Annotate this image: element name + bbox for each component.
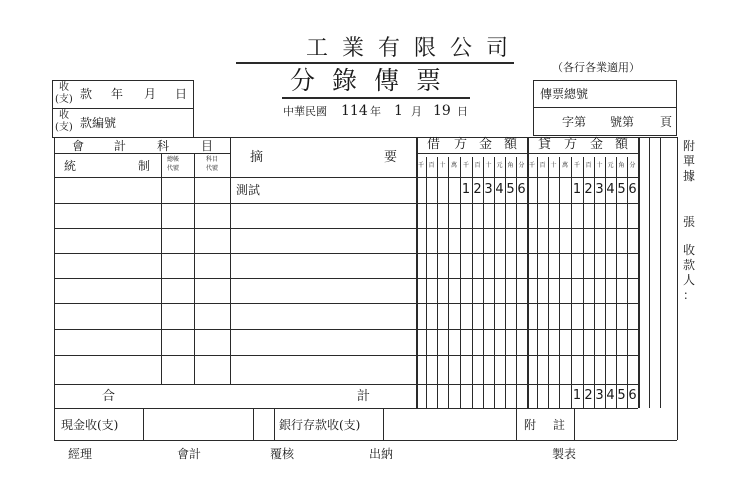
amount-digit: 5 — [617, 388, 626, 403]
company-char: 業 — [342, 36, 365, 61]
amount-unit-label: 十 — [596, 162, 603, 169]
bank-label: 銀行存款收(支) — [279, 418, 361, 432]
sub-code-column-line — [194, 153, 195, 384]
date-prefix: 中華民國 — [283, 105, 327, 118]
debit-char: 借 — [427, 137, 441, 152]
amount-unit-label: 元 — [607, 162, 614, 169]
applicability-note: （各行各業適用） — [552, 61, 640, 74]
total-label-right: 計 — [357, 389, 371, 404]
credit-char: 貸 — [538, 137, 552, 152]
table-row-line — [54, 228, 638, 229]
amount-unit-label: 千 — [417, 162, 424, 169]
signature-preparer: 製表 — [552, 447, 577, 461]
amount-digit: 2 — [584, 182, 593, 197]
title-char: 傳 — [374, 66, 400, 95]
system-label-end: 制 — [138, 159, 151, 173]
system-label: 統 — [64, 159, 77, 173]
amount-digit: 3 — [595, 182, 604, 197]
amount-unit-label: 千 — [462, 162, 469, 169]
amount-digit: 6 — [628, 388, 637, 403]
table-row-line — [54, 253, 638, 254]
credit-char: 方 — [564, 137, 578, 152]
receipt-row-label: 款 — [80, 87, 93, 101]
amount-unit-label: 元 — [496, 162, 503, 169]
receipt-prefix-bottom: (支) — [55, 94, 73, 105]
note-label-left: 附 — [524, 418, 537, 432]
cash-divider — [143, 408, 144, 440]
amount-unit-label: 千 — [573, 162, 580, 169]
receipt-number-label: 款編號 — [80, 116, 117, 130]
receiver-char: 收 — [682, 243, 695, 257]
cash-label: 現金收(支) — [61, 418, 119, 432]
amount-unit-label: 千 — [528, 162, 535, 169]
amount-digit: 5 — [506, 182, 515, 197]
amount-unit-label: 十 — [439, 162, 446, 169]
amount-unit-label: 百 — [585, 162, 592, 169]
account-char: 科 — [157, 139, 170, 153]
amount-unit-label: 百 — [474, 162, 481, 169]
amount-unit-label: 角 — [618, 162, 625, 169]
amount-unit-label: 萬 — [450, 162, 457, 169]
account-header-divider — [54, 153, 230, 154]
gl-code-label-bottom: 代號 — [166, 165, 179, 172]
amount-column-line — [426, 157, 427, 408]
table-row-line — [54, 303, 638, 304]
sub-code-label-top: 科目 — [205, 156, 218, 163]
amount-digit: 1 — [461, 182, 471, 197]
gl-code-column-line — [161, 153, 162, 384]
bank-divider — [274, 408, 275, 440]
credit-char: 金 — [590, 137, 604, 152]
amount-digit: 6 — [628, 182, 637, 197]
amount-digit: 3 — [484, 182, 493, 197]
note-label-right-line — [574, 408, 575, 440]
date-day[interactable]: 19 — [433, 103, 451, 119]
company-char: 公 — [450, 36, 473, 61]
date-month[interactable]: 1 — [394, 103, 403, 119]
voucher-char-label: 字第 — [562, 115, 587, 129]
table-border-top — [54, 137, 677, 138]
summary-header-divider — [230, 177, 416, 178]
amount-column-line — [416, 137, 418, 408]
amount-digit: 6 — [517, 182, 526, 197]
amount-unit-label: 百 — [428, 162, 435, 169]
amount-digit: 4 — [606, 182, 615, 197]
amount-digit: 2 — [584, 388, 593, 403]
date-month-unit: 月 — [411, 105, 422, 118]
receiver-char: 款 — [682, 258, 695, 272]
cash-field-right — [253, 408, 254, 440]
table-row-line — [54, 203, 638, 204]
company-char: 工 — [306, 36, 329, 61]
sub-code-label-bottom: 代號 — [205, 165, 218, 172]
gl-code-label-top: 總帳 — [166, 156, 179, 163]
total-label-left: 合 — [102, 389, 116, 404]
amount-column-line — [537, 157, 538, 408]
amount-column-line — [548, 157, 549, 408]
title-char: 票 — [416, 66, 442, 95]
amount-digit: 3 — [595, 388, 604, 403]
table-row-line — [54, 384, 638, 385]
debit-char: 金 — [479, 137, 493, 152]
date-year[interactable]: 114 — [341, 103, 368, 119]
amount-unit-label: 十 — [550, 162, 557, 169]
table-row-line — [54, 329, 638, 330]
amount-column-line — [437, 157, 438, 408]
amount-unit-label: 十 — [485, 162, 492, 169]
voucher-total-number-label: 傳票總號 — [540, 87, 589, 101]
receiver-char: ： — [682, 288, 695, 302]
attach-char: 據 — [682, 169, 695, 183]
account-subheader-divider — [54, 177, 230, 178]
amount-digit: 1 — [572, 182, 582, 197]
title-char: 錄 — [332, 66, 358, 95]
amount-unit-label: 萬 — [561, 162, 568, 169]
amount-digit: 5 — [617, 182, 626, 197]
account-char: 計 — [114, 139, 127, 153]
company-char: 限 — [414, 36, 437, 61]
table-row-line — [54, 278, 638, 279]
table-border-bottom — [54, 440, 677, 441]
attach-char: 附 — [682, 139, 695, 153]
receipt-prefix-top: 收 — [59, 110, 69, 121]
company-char: 司 — [486, 36, 509, 61]
signature-manager: 經理 — [68, 447, 93, 461]
summary-label-end: 要 — [384, 150, 398, 165]
voucher-number-label: 號第 — [610, 115, 635, 129]
side-column-line — [660, 137, 661, 408]
receipt-prefix-top: 收 — [59, 82, 69, 93]
attach-char: 單 — [682, 154, 695, 168]
table-row-line — [54, 355, 638, 356]
amount-column-line — [448, 157, 449, 408]
amount-column-line — [559, 157, 560, 408]
sheets-label: 張 — [682, 215, 695, 229]
receipt-day: 日 — [175, 87, 188, 101]
summary-column-line — [230, 137, 231, 384]
account-char: 目 — [201, 139, 214, 153]
amount-column-line — [527, 137, 529, 408]
side-column-line — [649, 137, 650, 408]
amount-digit: 1 — [572, 388, 582, 403]
signature-cashier: 出納 — [369, 447, 394, 461]
receiver-char: 人 — [682, 273, 695, 287]
amount-block-right-line — [638, 137, 639, 408]
row-summary[interactable]: 測試 — [236, 183, 261, 197]
credit-char: 額 — [615, 137, 629, 152]
date-year-unit: 年 — [370, 105, 381, 118]
signature-reviewer: 覆核 — [270, 447, 295, 461]
bank-field-right — [383, 408, 384, 440]
amount-digit: 4 — [606, 388, 615, 403]
debit-char: 額 — [504, 137, 518, 152]
receipt-year: 年 — [111, 87, 124, 101]
receipt-prefix-bottom: (支) — [55, 122, 73, 133]
amount-unit-label: 百 — [539, 162, 546, 169]
receipt-month: 月 — [144, 87, 157, 101]
amount-unit-label: 分 — [518, 162, 525, 169]
signature-accountant: 會計 — [177, 447, 202, 461]
amount-digit: 4 — [495, 182, 504, 197]
table-row-line — [54, 408, 638, 409]
table-border-left — [54, 137, 55, 440]
amount-unit-label: 角 — [507, 162, 514, 169]
summary-label: 摘 — [250, 150, 264, 165]
debit-char: 方 — [454, 137, 468, 152]
company-char: 有 — [378, 36, 401, 61]
note-label-right: 註 — [553, 418, 566, 432]
account-char: 會 — [72, 139, 85, 153]
amount-unit-label: 分 — [629, 162, 636, 169]
amount-digit: 2 — [473, 182, 482, 197]
voucher-page-label: 頁 — [660, 115, 673, 129]
table-border-right — [677, 137, 678, 440]
title-char: 分 — [290, 66, 316, 95]
date-day-unit: 日 — [457, 105, 468, 118]
note-divider — [516, 408, 517, 440]
